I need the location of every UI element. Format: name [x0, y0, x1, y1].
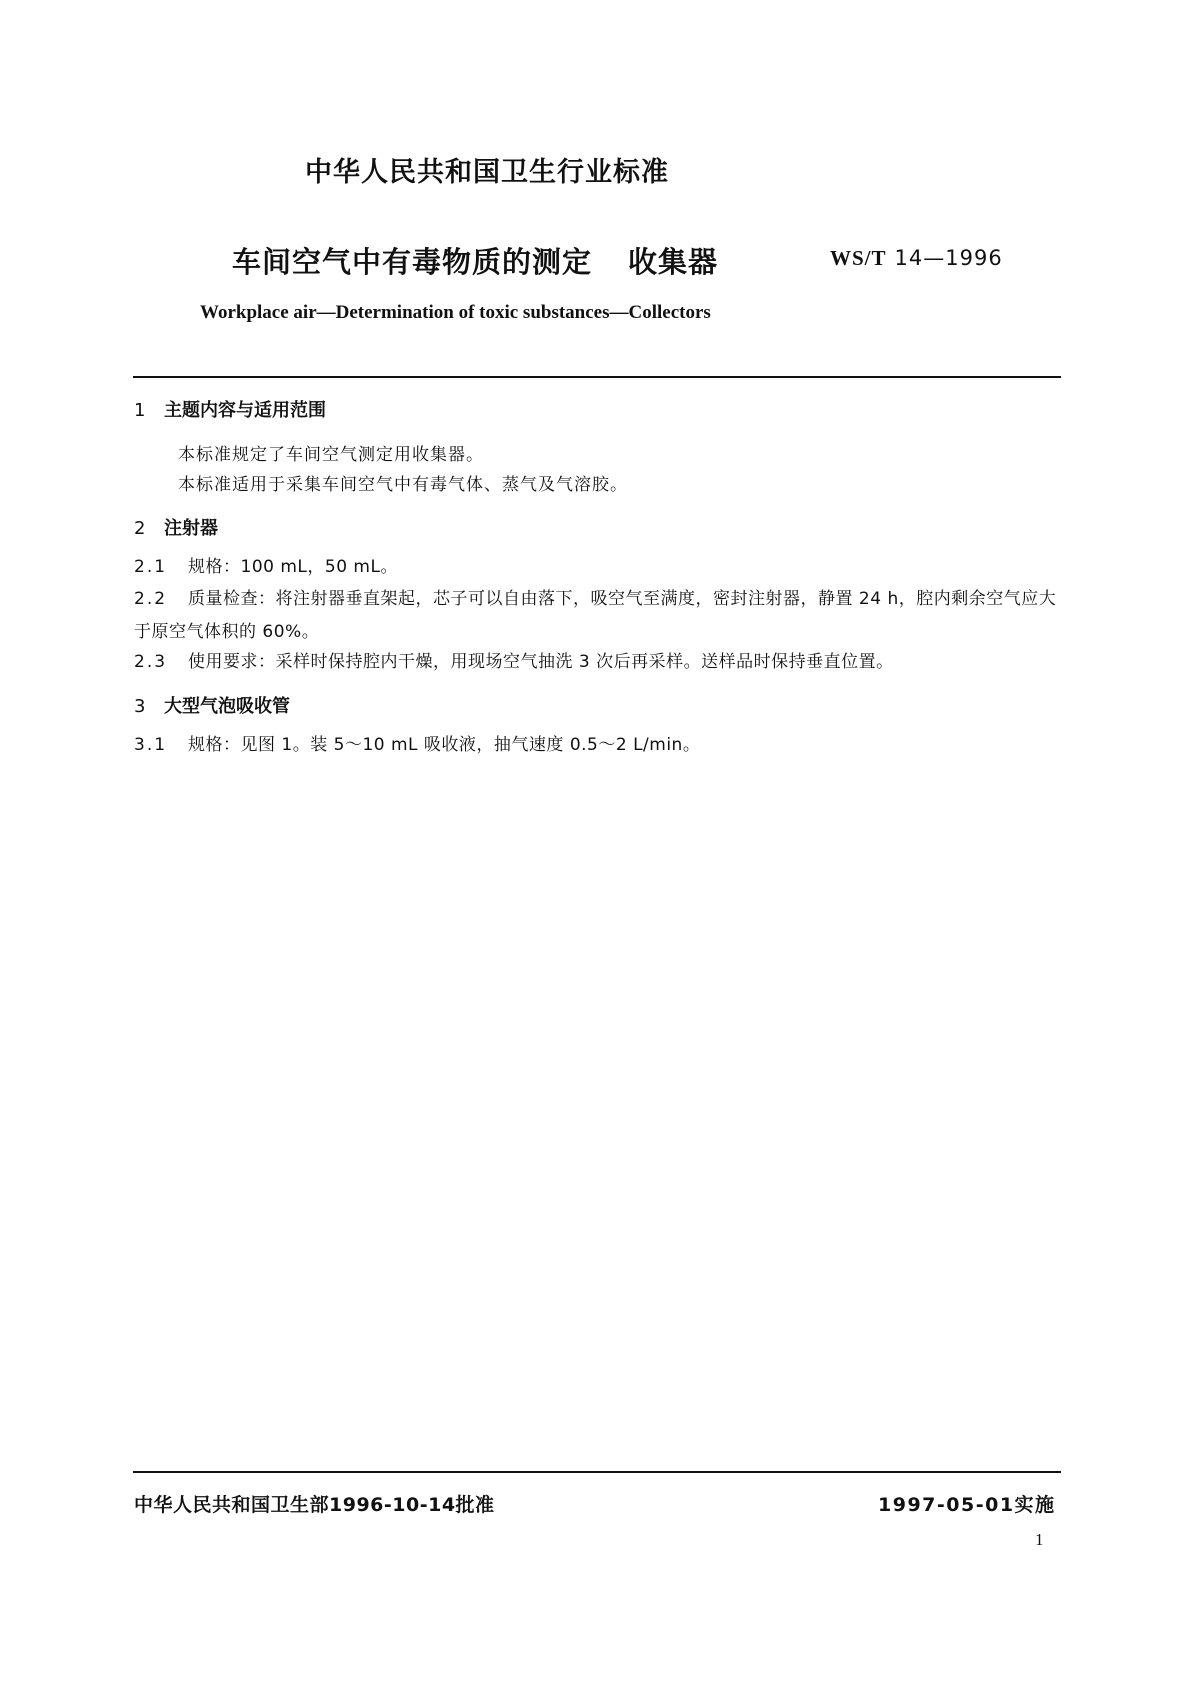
- section-2-heading: [134, 514, 218, 540]
- clause-text: 规格：见图 1。装 5～10 mL 吸收液，抽气速度 0.5～2 L/min。: [188, 735, 701, 755]
- clause-number: 3.1: [134, 735, 168, 755]
- clause-3-1: [134, 729, 1069, 762]
- section-1-heading: [134, 396, 326, 422]
- clause-2-1: [134, 551, 1069, 584]
- clause-number: 2.3: [134, 652, 168, 672]
- section-1-paragraph-2: 本标准适用于采集车间空气中有毒气体、蒸气及气溶胶。: [178, 475, 628, 495]
- standard-code: [830, 246, 1003, 271]
- standard-category: 中华人民共和国卫生行业标准: [305, 157, 669, 188]
- section-number: 3: [134, 696, 146, 717]
- section-number: 1: [134, 400, 146, 421]
- title-main: 车间空气中有毒物质的测定: [232, 245, 593, 279]
- section-3-heading: [134, 692, 290, 718]
- document-title: [232, 240, 718, 281]
- section-title: 大型气泡吸收管: [164, 696, 290, 717]
- english-title: Workplace air—Determination of toxic substances—Collectors: [200, 302, 711, 323]
- section-title: 注射器: [164, 518, 218, 539]
- page-number: 1: [1035, 1530, 1044, 1549]
- top-divider: [133, 376, 1061, 378]
- clause-2-3: [134, 646, 1069, 679]
- clause-number: 2.2: [134, 589, 168, 609]
- standard-code-prefix: WS/T: [830, 246, 887, 270]
- clause-number: 2.1: [134, 557, 168, 577]
- clause-text: 规格：100 mL，50 mL。: [188, 557, 398, 577]
- section-title: 主题内容与适用范围: [164, 400, 326, 421]
- implementation-date: 1997-05-01实施: [878, 1494, 1056, 1516]
- bottom-divider: [133, 1471, 1061, 1473]
- title-sub: 收集器: [628, 245, 719, 279]
- clause-text: 使用要求：采样时保持腔内干燥，用现场空气抽洗 3 次后再采样。送样品时保持垂直位置。: [188, 652, 894, 672]
- section-1-paragraph-1: 本标准规定了车间空气测定用收集器。: [178, 445, 484, 465]
- section-number: 2: [134, 518, 146, 539]
- clause-text: 质量检查：将注射器垂直架起，芯子可以自由落下，吸空气至满度，密封注射器，静置 24 h，腔内剩余空气应大于原空气体积的 60%。: [134, 589, 1057, 642]
- approval-line: 中华人民共和国卫生部1996-10-14批准: [134, 1494, 495, 1516]
- standard-code-number: 14—1996: [894, 246, 1003, 270]
- clause-2-2: [134, 583, 1069, 649]
